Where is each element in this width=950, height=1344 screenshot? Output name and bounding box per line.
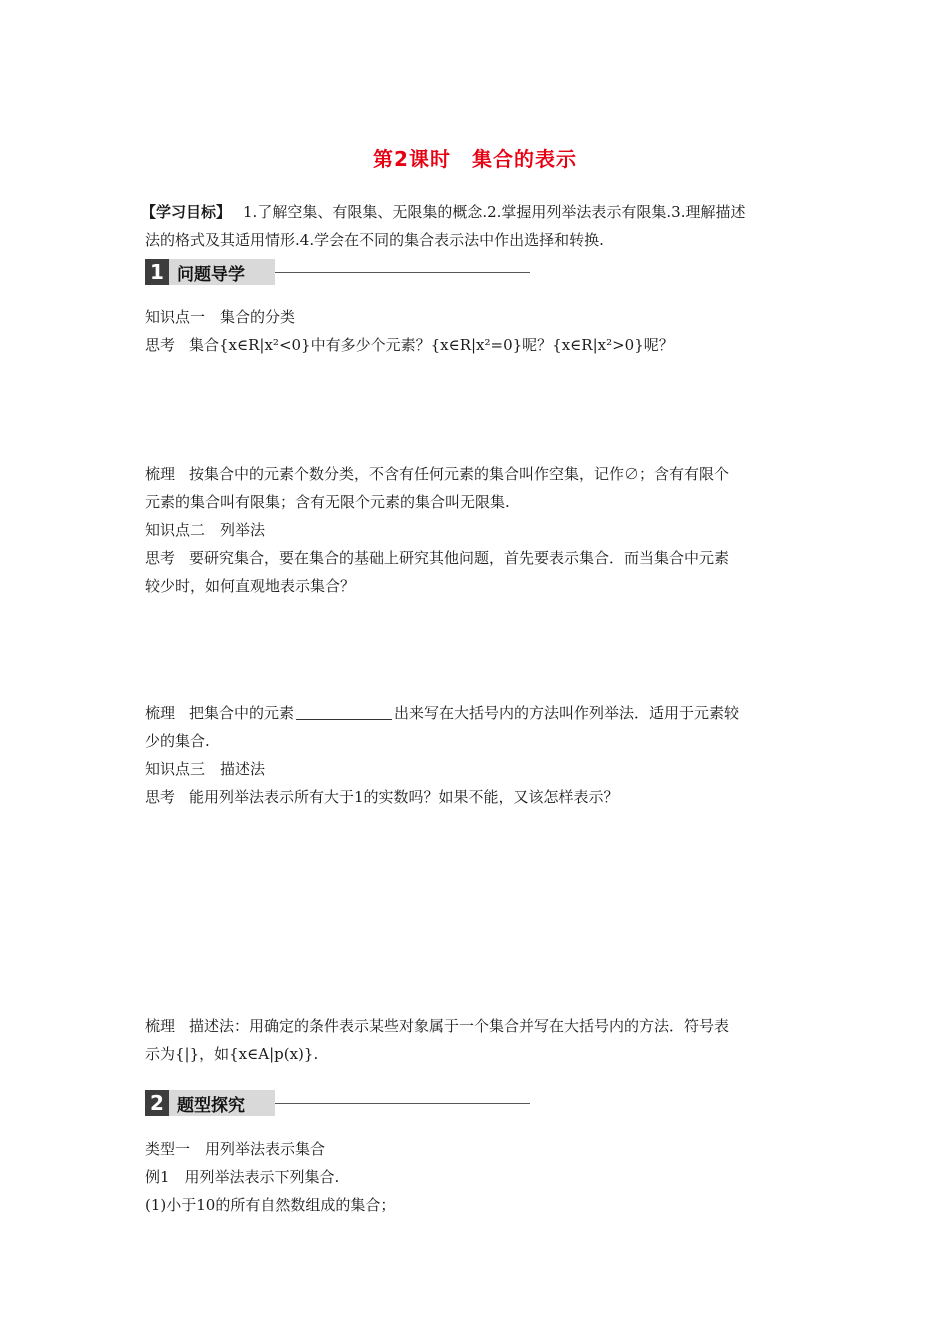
kp1-think-text: 集合{x∈R|x²<0}中有多少个元素？{x∈R|x²=0}呢？{x∈R|x²>0}呢？	[189, 336, 674, 354]
kp3-summary-line-1	[145, 1012, 810, 1040]
think-label: 思考	[145, 336, 176, 354]
kp1-summary-text-1: 按集合中的元素个数分类，不含有任何元素的集合叫作空集，记作∅；含有有限个	[189, 465, 730, 483]
learning-goals-tag: 【学习目标】	[141, 203, 232, 221]
kp2-summary-pre: 把集合中的元素	[189, 704, 295, 722]
summary-label: 梳理	[145, 465, 176, 483]
kp3-summary-line-2: 示为{|}，如{x∈A|p(x)}.	[145, 1045, 319, 1063]
summary-label: 梳理	[145, 1017, 176, 1035]
page-title: 第2课时 集合的表示	[373, 147, 577, 171]
kp2-think-line-2: 较少时，如何直观地表示集合？	[145, 577, 356, 595]
section-number: 2	[145, 1090, 169, 1116]
kp2-summary-line-1	[145, 699, 810, 727]
example-1-item-1: (1)小于10的所有自然数组成的集合；	[145, 1196, 396, 1214]
summary-label: 梳理	[145, 704, 176, 722]
kp2-summary-line-2: 少的集合.	[145, 732, 210, 750]
kp2-summary-post: 出来写在大括号内的方法叫作列举法．适用于元素较	[394, 704, 740, 722]
fill-in-blank[interactable]	[296, 703, 392, 720]
kp1-think	[145, 331, 810, 359]
kp3-think-text: 能用列举法表示所有大于1的实数吗？如果不能，又该怎样表示？	[189, 788, 619, 806]
kp2-think-text-1: 要研究集合，要在集合的基础上研究其他问题，首先要表示集合．而当集合中元素	[189, 549, 730, 567]
learning-goals-line-1	[141, 198, 810, 226]
kp1-summary-line-1	[145, 460, 810, 488]
learning-goals-line-2: 法的格式及其适用情形.4.学会在不同的集合表示法中作出选择和转换.	[145, 231, 604, 249]
section-rule	[275, 272, 530, 273]
learning-goals-text-1: 1.了解空集、有限集、无限集的概念.2.掌握用列举法表示有限集.3.理解描述	[243, 203, 746, 221]
kp2-heading: 知识点二 列举法	[145, 521, 266, 539]
kp3-summary-text-1: 描述法：用确定的条件表示某些对象属于一个集合并写在大括号内的方法．符号表	[189, 1017, 730, 1035]
section-label: 题型探究	[169, 1090, 275, 1116]
section-label: 问题导学	[169, 259, 275, 285]
type1-heading: 类型一 用列举法表示集合	[145, 1140, 326, 1158]
section-number: 1	[145, 259, 169, 285]
kp2-think-line-1	[145, 544, 810, 572]
think-label: 思考	[145, 549, 176, 567]
kp3-heading: 知识点三 描述法	[145, 760, 266, 778]
think-label: 思考	[145, 788, 176, 806]
example-1: 例1 用列举法表示下列集合.	[145, 1168, 340, 1186]
kp3-think	[145, 783, 810, 811]
kp1-summary-line-2: 元素的集合叫有限集；含有无限个元素的集合叫无限集.	[145, 493, 510, 511]
section-banner-1	[145, 259, 530, 285]
section-banner-2	[145, 1090, 530, 1116]
kp1-heading: 知识点一 集合的分类	[145, 308, 296, 326]
section-rule	[275, 1103, 530, 1104]
